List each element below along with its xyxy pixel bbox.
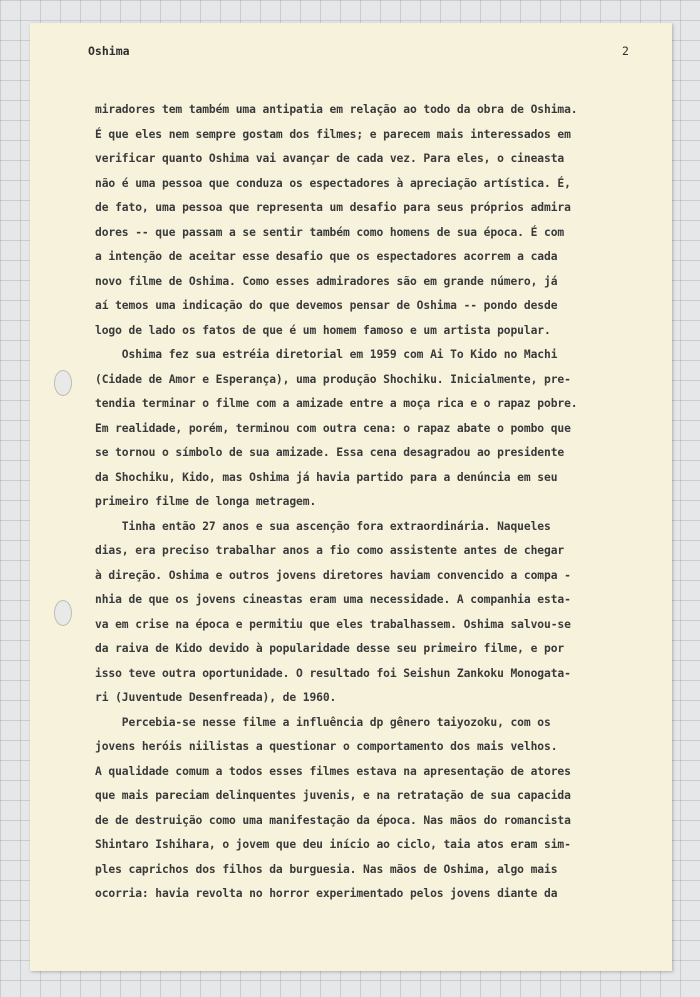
text-line: logo de lado os fatos de que é um homem famoso e um artista popular.: [95, 323, 551, 337]
text-line: à direção. Oshima e outros jovens diretores haviam convencido a compa -: [95, 568, 571, 582]
text-line: da raiva de Kido devido à popularidade desse seu primeiro filme, e por: [95, 642, 565, 655]
punch-hole-bottom: [54, 600, 72, 626]
text-line: jovens heróis niilistas a questionar o comportamento dos mais velhos.: [95, 740, 558, 753]
typed-text-body: [95, 98, 615, 907]
text-line: tendia terminar o filme com a amizade entre a moça rica e o rapaz pobre.: [95, 397, 578, 410]
text-line: nhia de que os jovens cineastas eram uma necessidade. A companhia esta-: [95, 593, 571, 606]
text-line: verificar quanto Oshima vai avançar de cada vez. Para eles, o cineasta: [95, 152, 565, 165]
text-line: se tornou o símbolo de sua amizade. Essa cena desagradou ao presidente: [95, 446, 565, 459]
text-line: não é uma pessoa que conduza os espectadores à apreciação artística. É,: [95, 176, 571, 190]
text-line: ples caprichos dos filhos da burguesia. Nas mãos de Oshima, algo mais: [95, 862, 558, 876]
text-line: dias, era preciso trabalhar anos a fio como assistente antes de chegar: [95, 544, 565, 557]
text-line: miradores tem também uma antipatia em relação ao todo da obra de Oshima.: [95, 103, 578, 116]
text-line: Percebia-se nesse filme a influência dp gênero taiyozoku, com os: [95, 715, 551, 729]
text-line: de fato, uma pessoa que representa um desafio para seus próprios admira: [95, 201, 571, 214]
text-line: que mais pareciam delinquentes juvenis, e na retratação de sua capacida: [95, 789, 571, 802]
text-line: É que eles nem sempre gostam dos filmes; e parecem mais interessados em: [95, 127, 571, 141]
text-line: da Shochiku, Kido, mas Oshima já havia partido para a denúncia em seu: [95, 470, 558, 484]
text-line: (Cidade de Amor e Esperança), uma produção Shochiku. Inicialmente, pre-: [95, 372, 571, 386]
text-line: ocorria: havia revolta no horror experimentado pelos jovens diante da: [95, 887, 558, 900]
text-line: ri (Juventude Desenfreada), de 1960.: [95, 691, 337, 704]
text-line: Oshima fez sua estréia diretorial em 1959 com Ai To Kido no Machi: [95, 348, 558, 361]
text-line: Shintaro Ishihara, o jovem que deu início ao ciclo, taia atos eram sim-: [95, 838, 571, 851]
text-line: Tinha então 27 anos e sua ascenção fora extraordinária. Naqueles: [95, 519, 551, 533]
text-line: primeiro filme de longa metragem.: [95, 495, 317, 508]
page-number: 2: [622, 44, 629, 58]
text-line: A qualidade comum a todos esses filmes estava na apresentação de atores: [95, 764, 571, 778]
text-line: dores -- que passam a se sentir também como homens de sua época. É com: [95, 225, 565, 239]
text-line: de de destruição como uma manifestação da época. Nas mãos do romancista: [95, 813, 571, 827]
text-line: aí temos uma indicação do que devemos pensar de Oshima -- pondo desde: [95, 299, 558, 312]
running-header: Oshima: [88, 44, 130, 58]
text-line: novo filme de Oshima. Como esses admiradores são em grande número, já: [95, 274, 558, 288]
text-line: isso teve outra oportunidade. O resultado foi Seishun Zankoku Monogata-: [95, 666, 571, 680]
punch-hole-top: [54, 370, 72, 396]
text-line: Em realidade, porém, terminou com outra cena: o rapaz abate o pombo que: [95, 421, 571, 435]
text-line: a intenção de aceitar esse desafio que os espectadores acorrem a cada: [95, 250, 558, 263]
text-line: va em crise na época e permitiu que eles trabalhassem. Oshima salvou-se: [95, 617, 571, 631]
